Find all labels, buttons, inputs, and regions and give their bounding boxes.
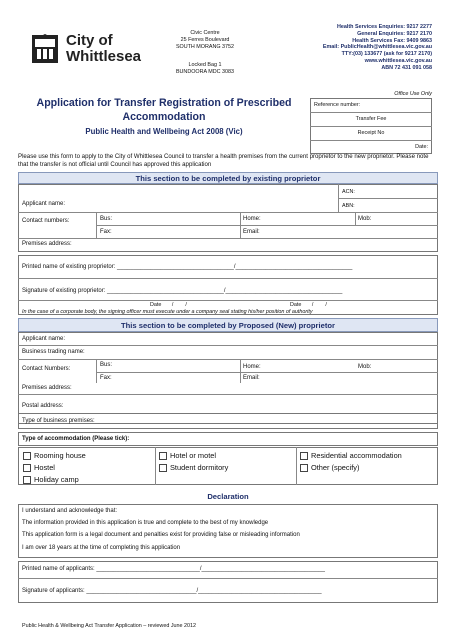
declaration-line-3: This application form is a legal document and penalties exist for providing false or misleading information xyxy=(22,532,300,538)
residential-accommodation-label: Residential accommodation xyxy=(311,451,402,460)
bus-label: Bus: xyxy=(100,216,113,222)
date-existing-2[interactable]: Date / / xyxy=(290,302,327,308)
new-email-label: Email: xyxy=(243,375,260,381)
form-subtitle: Public Health and Wellbeing Act 2008 (Vic) xyxy=(85,127,243,136)
mob-label: Mob: xyxy=(358,216,372,222)
signature-existing[interactable]: Signature of existing proprietor: ___________________________________/___________________________________ xyxy=(22,288,343,294)
student-dormitory-label: Student dormitory xyxy=(170,463,229,472)
office-use-heading: Office Use Only xyxy=(394,91,432,97)
office-date-label: Date: xyxy=(415,144,428,150)
fax-label: Fax: xyxy=(100,229,112,235)
home-label: Home: xyxy=(243,216,261,222)
date-existing-1[interactable]: Date / / xyxy=(150,302,187,308)
new-bus-label: Bus: xyxy=(100,362,113,368)
new-applicant-name-label: Applicant name: xyxy=(22,336,66,342)
new-premises-address-label: Premises address: xyxy=(22,385,72,391)
postal-address: Locked Bag 1 BUNDOORA MDC 3083 xyxy=(175,62,235,75)
office-fee-label: Transfer Fee xyxy=(355,116,387,122)
holiday-camp-label: Holiday camp xyxy=(34,475,79,484)
printed-name-existing[interactable]: Printed name of existing proprietor: ___________________________________/___________________________________ xyxy=(22,264,353,270)
contact-details: Health Services Enquiries: 9217 2277 General Enquiries: 9217 2170 Health Services Fax: 9409 9863 Email: PublicHealth@whittlesea.vic.gov.au TTY:(03) 133677 (ask for 9217 2170) www.whittlesea.vic.gov.au ABN 72 431 091 058 xyxy=(322,24,432,71)
office-receipt-label: Receipt No xyxy=(357,130,385,136)
declaration-line-4: I am over 18 years at the time of completing this application xyxy=(22,545,181,551)
type-accommodation-label: Type of accommodation (Please tick): xyxy=(22,436,130,442)
acn-label: ACN: xyxy=(342,189,355,195)
new-home-label: Home: xyxy=(243,364,261,370)
declaration-line-2: The information provided in this application is true and complete to the best of my knowledge xyxy=(22,520,269,526)
rooming-house-label: Rooming house xyxy=(34,451,86,460)
logo-line-2: Whittlesea xyxy=(66,48,142,65)
council-crest-icon xyxy=(30,32,60,66)
premises-address-label: Premises address: xyxy=(22,241,72,247)
hostel-label: Hostel xyxy=(34,463,55,472)
business-trading-name-label: Business trading name: xyxy=(22,349,85,355)
declaration-line-1: I understand and acknowledge that: xyxy=(22,508,118,514)
form-title: Application for Transfer Registration of Prescribed Accommodation xyxy=(36,97,292,123)
office-reference-label: Reference number: xyxy=(314,102,361,108)
abn-label: ABN: xyxy=(342,203,355,209)
contact-numbers-label: Contact numbers: xyxy=(22,218,70,224)
type-business-label: Type of business premises: xyxy=(22,418,95,424)
logo-line-1: City of xyxy=(66,32,113,49)
residential-accommodation-checkbox[interactable] xyxy=(300,452,308,460)
declaration-banner: Declaration xyxy=(18,490,438,504)
intro-text: Please use this form to apply to the City of Whittlesea Council to transfer a health premises from the current proprietor to the new proprietor. Please note that the transfer is not official until Council has approved this application xyxy=(18,153,429,168)
page-footer: Public Health & Wellbeing Act Transfer Application – reviewed June 2012 xyxy=(22,623,196,629)
other-specify-checkbox[interactable] xyxy=(300,464,308,472)
section1-form xyxy=(18,184,438,252)
section1-banner: This section to be completed by existing proprietor xyxy=(18,172,438,184)
new-contact-numbers-label: Contact Numbers: xyxy=(22,366,71,372)
section2-banner: This section to be completed by Proposed (New) proprietor xyxy=(18,318,438,332)
other-specify-label: Other (specify) xyxy=(311,463,360,472)
holiday-camp-checkbox[interactable] xyxy=(23,476,31,484)
applicant-name-label: Applicant name: xyxy=(22,201,66,207)
printed-name-applicants[interactable]: Printed name of applicants: _______________________________/_____________________________________ xyxy=(22,566,325,572)
signature-applicants[interactable]: Signature of applicants: _________________________________/_____________________________________ xyxy=(22,588,322,594)
hotel-motel-checkbox[interactable] xyxy=(159,452,167,460)
hostel-checkbox[interactable] xyxy=(23,464,31,472)
civic-centre-address: Civic Centre 25 Ferres Boulevard SOUTH MORANG 3752 xyxy=(175,30,235,50)
corporate-note: In the case of a corporate body, the signing officer must execute under a company seal stating his/her position of authority xyxy=(22,309,313,315)
rooming-house-checkbox[interactable] xyxy=(23,452,31,460)
new-fax-label: Fax: xyxy=(100,375,112,381)
student-dormitory-checkbox[interactable] xyxy=(159,464,167,472)
hotel-motel-label: Hotel or motel xyxy=(170,451,217,460)
council-logo xyxy=(30,28,142,70)
new-mob-label: Mob: xyxy=(358,364,372,370)
email-label: Email: xyxy=(243,229,260,235)
new-postal-address-label: Postal address: xyxy=(22,403,64,409)
